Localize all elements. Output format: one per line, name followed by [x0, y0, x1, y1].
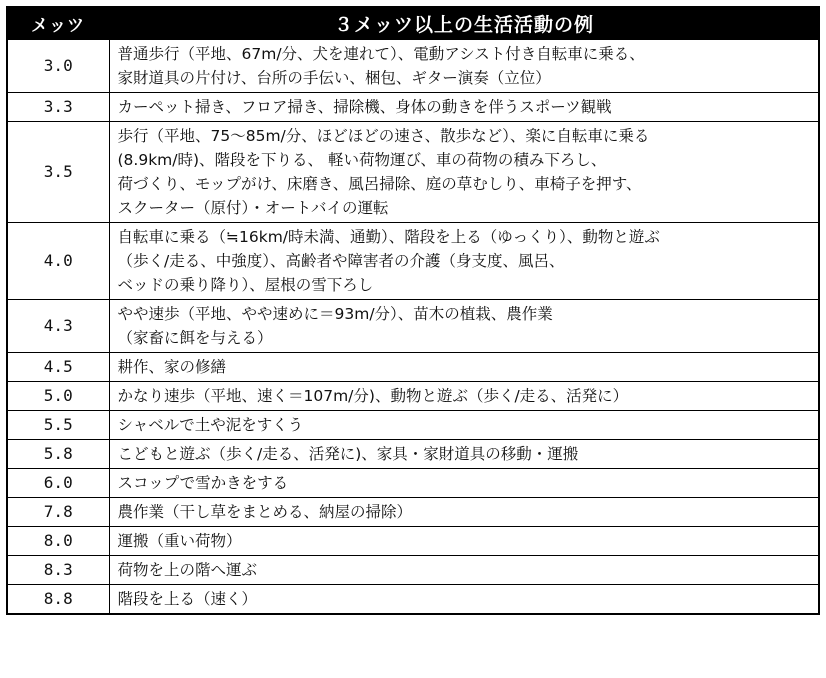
activity-text: かなり速歩（平地、速く＝107m/分)、動物と遊ぶ（歩く/走る、活発に）: [109, 382, 819, 411]
mets-value: 7.8: [7, 498, 109, 527]
mets-value: 3.0: [7, 39, 109, 93]
table-row: [7, 122, 819, 223]
activity-text: 歩行（平地、75～85m/分、ほどほどの速さ、散歩など）、楽に自転車に乗る (8.9km/時)、階段を下りる、 軽い荷物運び、車の荷物の積み下ろし、 荷づくり、モップがけ、床磨き、風呂掃除、庭の草むしり、車椅子を押す、 スクーター（原付）・オートバイの運転: [109, 122, 819, 223]
activity-text: 普通歩行（平地、67m/分、犬を連れて）、電動アシスト付き自転車に乗る、 家財道具の片付け、台所の手伝い、梱包、ギター演奏（立位）: [109, 39, 819, 93]
mets-value: 5.5: [7, 411, 109, 440]
activity-text: 階段を上る（速く）: [109, 585, 819, 615]
mets-value: 8.3: [7, 556, 109, 585]
table-row: [7, 498, 819, 527]
table-row: [7, 556, 819, 585]
activity-text: 自転車に乗る（≒16km/時未満、通勤）、階段を上る（ゆっくり）、動物と遊ぶ （歩く/走る、中強度）、高齢者や障害者の介護（身支度、風呂、 ベッドの乗り降り）、屋根の雪下ろし: [109, 223, 819, 300]
activity-text: こどもと遊ぶ（歩く/走る、活発に)、家具・家財道具の移動・運搬: [109, 440, 819, 469]
table-row: [7, 440, 819, 469]
activity-text: 農作業（干し草をまとめる、納屋の掃除）: [109, 498, 819, 527]
activity-text: やや速歩（平地、やや速めに＝93m/分）、苗木の植栽、農作業 （家畜に餌を与える）: [109, 300, 819, 353]
mets-value: 4.5: [7, 353, 109, 382]
activity-text: スコップで雪かきをする: [109, 469, 819, 498]
mets-activity-table: [6, 6, 820, 615]
activity-text: 耕作、家の修繕: [109, 353, 819, 382]
activity-text: 運搬（重い荷物）: [109, 527, 819, 556]
mets-value: 4.3: [7, 300, 109, 353]
table-row: [7, 382, 819, 411]
mets-value: 5.8: [7, 440, 109, 469]
mets-value: 4.0: [7, 223, 109, 300]
mets-value: 6.0: [7, 469, 109, 498]
activity-text: 荷物を上の階へ運ぶ: [109, 556, 819, 585]
activity-text: カーペット掃き、フロア掃き、掃除機、身体の動きを伴うスポーツ観戦: [109, 93, 819, 122]
table-row: [7, 93, 819, 122]
header-activity: ３メッツ以上の生活活動の例: [109, 7, 819, 39]
mets-value: 8.8: [7, 585, 109, 615]
table-row: [7, 223, 819, 300]
table-row: [7, 353, 819, 382]
mets-value: 5.0: [7, 382, 109, 411]
header-mets: メッツ: [7, 7, 109, 39]
table-row: [7, 527, 819, 556]
table-row: [7, 411, 819, 440]
table-row: [7, 469, 819, 498]
mets-value: 8.0: [7, 527, 109, 556]
activity-text: シャベルで土や泥をすくう: [109, 411, 819, 440]
table-row: [7, 585, 819, 615]
table-header-row: [7, 7, 819, 39]
mets-value: 3.3: [7, 93, 109, 122]
mets-value: 3.5: [7, 122, 109, 223]
table-row: [7, 300, 819, 353]
table-row: [7, 39, 819, 93]
